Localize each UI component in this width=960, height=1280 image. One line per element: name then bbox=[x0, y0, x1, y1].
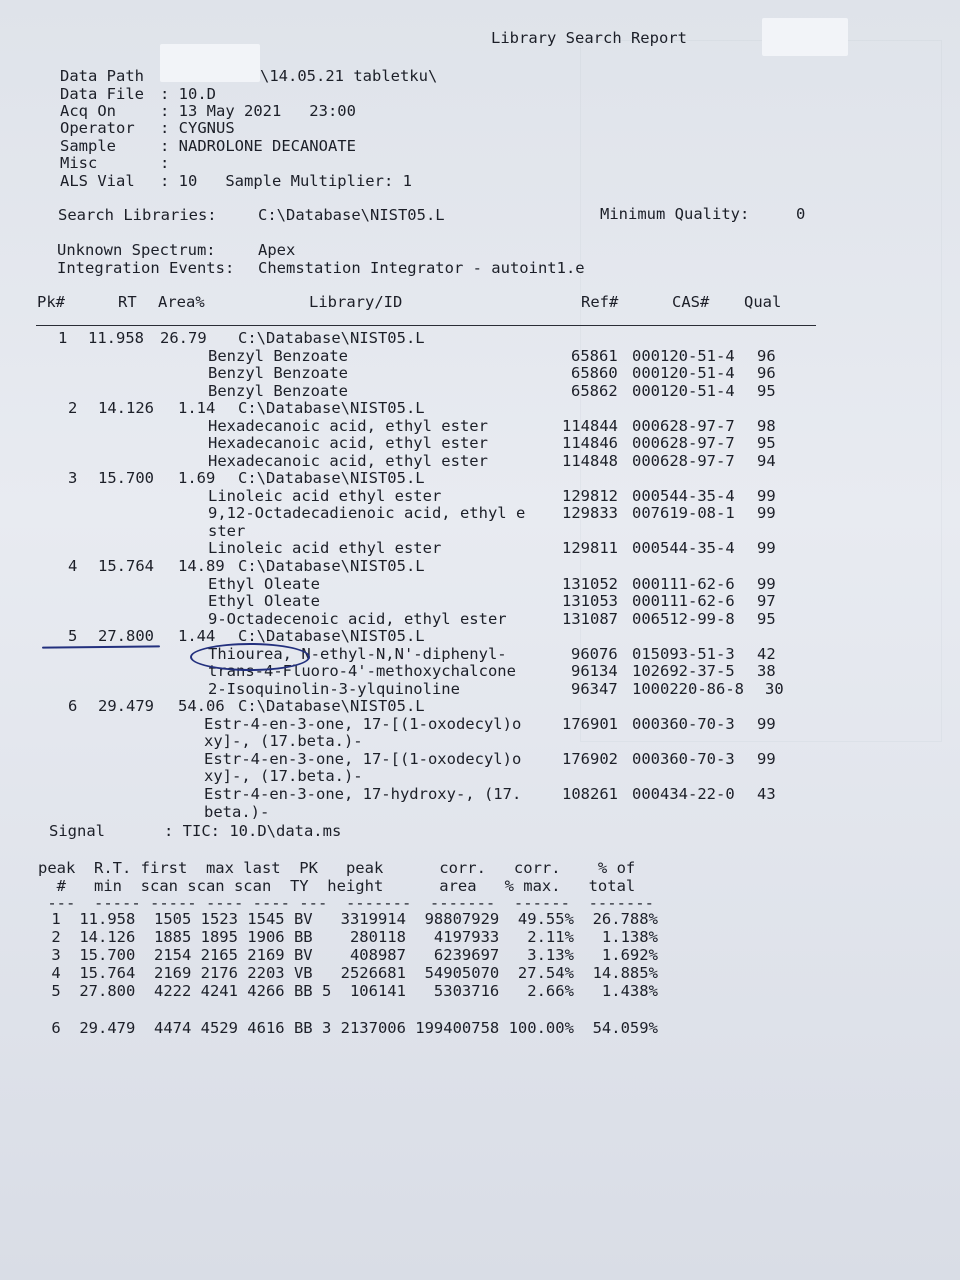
header-key: ALS Vial bbox=[60, 172, 135, 190]
integration-events-value: Chemstation Integrator - autoint1.e bbox=[258, 259, 585, 277]
hit-ref: 96134 bbox=[571, 662, 618, 681]
hit-qual: 96 bbox=[757, 346, 776, 365]
hit-ref: 129833 bbox=[562, 504, 618, 523]
hit-cas: 000434-22-0 bbox=[632, 785, 735, 803]
peak-number: 6 bbox=[68, 697, 78, 715]
hit-qual: 99 bbox=[757, 539, 776, 558]
integration-row: 3 15.700 2154 2165 2169 BV 408987 6239697 3.13% 1.692% bbox=[42, 946, 658, 964]
hit-id: Benzyl Benzoate bbox=[208, 346, 348, 365]
unknown-spectrum-value: Apex bbox=[258, 241, 296, 259]
header-value: : NADROLONE DECANOATE bbox=[160, 137, 356, 155]
hit-id: 2-Isoquinolin-3-ylquinoline bbox=[208, 679, 460, 698]
peak-area: 26.79 bbox=[160, 329, 207, 347]
header-value: : CYGNUS bbox=[160, 119, 235, 137]
hit-qual: 99 bbox=[757, 749, 776, 768]
peak-library: C:\Database\NIST05.L bbox=[238, 627, 425, 645]
hit-qual: 95 bbox=[757, 381, 776, 400]
hit-ref: 176902 bbox=[562, 749, 618, 768]
peak-area: 14.89 bbox=[178, 557, 225, 575]
hit-qual: 98 bbox=[757, 416, 776, 435]
hit-cas: 000120-51-4 bbox=[632, 364, 735, 383]
hit-ref: 131087 bbox=[562, 609, 618, 628]
hit-cas: 000111-62-6 bbox=[632, 574, 735, 593]
hit-ref: 131053 bbox=[562, 592, 618, 611]
hit-ref: 129811 bbox=[562, 539, 618, 558]
peak-library: C:\Database\NIST05.L bbox=[238, 469, 425, 487]
peak-area: 1.14 bbox=[178, 399, 216, 417]
hit-ref: 65861 bbox=[571, 346, 618, 365]
minimum-quality-value: 0 bbox=[796, 205, 806, 223]
hit-qual: 95 bbox=[757, 609, 776, 628]
hit-ref: 108261 bbox=[562, 785, 618, 803]
header-key: Data Path bbox=[60, 67, 144, 85]
hit-ref: 65862 bbox=[571, 381, 618, 400]
hit-cas: 000360-70-3 bbox=[632, 749, 735, 768]
peak-rt: 14.126 bbox=[98, 399, 154, 417]
hit-cas: 000544-35-4 bbox=[632, 539, 735, 558]
hit-cas: 000111-62-6 bbox=[632, 592, 735, 611]
peak-rt: 15.764 bbox=[98, 557, 154, 575]
hit-cas: 1000220-86-8 bbox=[632, 679, 744, 698]
hit-qual: 99 bbox=[757, 714, 776, 733]
hit-qual: 94 bbox=[757, 451, 776, 470]
header-value: : bbox=[160, 154, 170, 172]
hit-id: 9,12-Octadecadienoic acid, ethyl e bbox=[208, 504, 526, 523]
pen-underline bbox=[42, 645, 160, 648]
hit-qual: 97 bbox=[757, 592, 776, 611]
peak-library: C:\Database\NIST05.L bbox=[238, 557, 425, 575]
hit-qual: 99 bbox=[757, 574, 776, 593]
hit-id-continued: ster bbox=[208, 521, 246, 540]
integration-header-3: --- ----- ----- ---- ---- --- ------- ------- ------ ------- bbox=[38, 894, 654, 912]
peak-area: 1.69 bbox=[178, 469, 216, 487]
redaction-box bbox=[160, 44, 260, 82]
hit-cas: 000628-97-7 bbox=[632, 416, 735, 435]
hit-id: Benzyl Benzoate bbox=[208, 364, 348, 383]
hit-cas: 000628-97-7 bbox=[632, 434, 735, 453]
hit-qual: 99 bbox=[757, 504, 776, 523]
header-rule bbox=[36, 325, 816, 326]
hit-id-continued: xy]-, (17.beta.)- bbox=[204, 767, 363, 786]
search-libraries-label: Search Libraries: bbox=[58, 206, 217, 224]
peak-area: 1.44 bbox=[178, 627, 216, 645]
peak-rt: 29.479 bbox=[98, 697, 154, 715]
hit-id: Ethyl Oleate bbox=[208, 592, 320, 611]
search-libraries-value: C:\Database\NIST05.L bbox=[258, 206, 445, 224]
header-value: : 10 Sample Multiplier: 1 bbox=[160, 172, 412, 190]
header-value: : 13 May 2021 23:00 bbox=[160, 102, 356, 120]
signal-label: Signal bbox=[49, 822, 105, 840]
integration-row: 2 14.126 1885 1895 1906 BB 280118 4197933 2.11% 1.138% bbox=[42, 928, 658, 946]
hit-ref: 96347 bbox=[571, 679, 618, 698]
hit-id: Estr-4-en-3-one, 17-[(1-oxodecyl)o bbox=[204, 749, 522, 768]
hit-id: Hexadecanoic acid, ethyl ester bbox=[208, 451, 488, 470]
hit-ref: 114844 bbox=[562, 416, 618, 435]
hit-cas: 015093-51-3 bbox=[632, 644, 735, 663]
col-area: Area% bbox=[158, 293, 205, 311]
hit-id: trans-4-Fluoro-4'-methoxychalcone bbox=[208, 662, 516, 681]
header-value: : 10.D bbox=[160, 85, 216, 103]
header-key: Misc bbox=[60, 154, 98, 172]
hit-ref: 114846 bbox=[562, 434, 618, 453]
peak-number: 1 bbox=[58, 329, 68, 347]
hit-cas: 006512-99-8 bbox=[632, 609, 735, 628]
hit-id: Hexadecanoic acid, ethyl ester bbox=[208, 434, 488, 453]
hit-id-continued: xy]-, (17.beta.)- bbox=[204, 732, 363, 751]
hit-qual: 38 bbox=[757, 662, 776, 681]
header-value: \14.05.21 tabletku\ bbox=[260, 67, 438, 85]
col-pk: Pk# bbox=[37, 293, 65, 311]
peak-number: 2 bbox=[68, 399, 78, 417]
hit-ref: 129812 bbox=[562, 486, 618, 505]
hit-id: Hexadecanoic acid, ethyl ester bbox=[208, 416, 488, 435]
pen-circle bbox=[190, 643, 310, 671]
hit-id: 9-Octadecenoic acid, ethyl ester bbox=[208, 609, 507, 628]
hit-qual: 96 bbox=[757, 364, 776, 383]
hit-ref: 114848 bbox=[562, 451, 618, 470]
integration-header-2: # min scan scan scan TY height area % max. total bbox=[38, 877, 636, 895]
hit-qual: 95 bbox=[757, 434, 776, 453]
hit-id: Thiourea, N-ethyl-N,N'-diphenyl- bbox=[208, 644, 507, 663]
peak-library: C:\Database\NIST05.L bbox=[238, 697, 425, 715]
peak-number: 3 bbox=[68, 469, 78, 487]
peak-number: 5 bbox=[68, 627, 78, 645]
header-key: Operator bbox=[60, 119, 135, 137]
report-title: Library Search Report bbox=[491, 29, 687, 47]
header-key: Acq On bbox=[60, 102, 116, 120]
hit-id-continued: beta.)- bbox=[204, 802, 270, 821]
hit-cas: 007619-08-1 bbox=[632, 504, 735, 523]
peak-rt: 11.958 bbox=[88, 329, 144, 347]
hit-id: Linoleic acid ethyl ester bbox=[208, 486, 442, 505]
integration-header-1: peak R.T. first max last PK peak corr. corr. % of bbox=[38, 859, 636, 877]
col-cas: CAS# bbox=[672, 293, 710, 311]
peak-area: 54.06 bbox=[178, 697, 225, 715]
col-rt: RT bbox=[118, 293, 137, 311]
hit-ref: 176901 bbox=[562, 714, 618, 733]
redaction-box bbox=[762, 18, 848, 56]
col-ref: Ref# bbox=[581, 293, 619, 311]
peak-rt: 27.800 bbox=[98, 627, 154, 645]
hit-cas: 000120-51-4 bbox=[632, 346, 735, 365]
hit-id: Ethyl Oleate bbox=[208, 574, 320, 593]
hit-ref: 65860 bbox=[571, 364, 618, 383]
header-key: Data File bbox=[60, 85, 144, 103]
hit-cas: 000120-51-4 bbox=[632, 381, 735, 400]
col-qual: Qual bbox=[744, 293, 782, 311]
unknown-spectrum-label: Unknown Spectrum: bbox=[57, 241, 216, 259]
hit-cas: 000360-70-3 bbox=[632, 714, 735, 733]
hit-cas: 102692-37-5 bbox=[632, 662, 735, 681]
integration-events-label: Integration Events: bbox=[57, 259, 235, 277]
hit-id: Estr-4-en-3-one, 17-[(1-oxodecyl)o bbox=[204, 714, 522, 733]
signal-value: : TIC: 10.D\data.ms bbox=[164, 822, 342, 840]
integration-row: 1 11.958 1505 1523 1545 BV 3319914 98807929 49.55% 26.788% bbox=[42, 910, 658, 928]
peak-rt: 15.700 bbox=[98, 469, 154, 487]
hit-ref: 96076 bbox=[571, 644, 618, 663]
hit-qual: 99 bbox=[757, 486, 776, 505]
hit-id: Linoleic acid ethyl ester bbox=[208, 539, 442, 558]
hit-id: Benzyl Benzoate bbox=[208, 381, 348, 400]
hit-qual: 42 bbox=[757, 644, 776, 663]
hit-qual: 30 bbox=[765, 679, 784, 698]
header-key: Sample bbox=[60, 137, 116, 155]
col-library-id: Library/ID bbox=[309, 293, 403, 311]
peak-number: 4 bbox=[68, 557, 78, 575]
hit-cas: 000628-97-7 bbox=[632, 451, 735, 470]
integration-row: 6 29.479 4474 4529 4616 BB 3 2137006 199400758 100.00% 54.059% bbox=[42, 1019, 658, 1037]
hit-ref: 131052 bbox=[562, 574, 618, 593]
hit-cas: 000544-35-4 bbox=[632, 486, 735, 505]
hit-id: Estr-4-en-3-one, 17-hydroxy-, (17. bbox=[204, 785, 522, 803]
hit-qual: 43 bbox=[757, 785, 776, 803]
integration-row: 5 27.800 4222 4241 4266 BB 5 106141 5303716 2.66% 1.438% bbox=[42, 982, 658, 1000]
integration-row: 4 15.764 2169 2176 2203 VB 2526681 54905070 27.54% 14.885% bbox=[42, 964, 658, 982]
peak-library: C:\Database\NIST05.L bbox=[238, 399, 425, 417]
minimum-quality-label: Minimum Quality: bbox=[600, 205, 750, 223]
peak-library: C:\Database\NIST05.L bbox=[238, 329, 425, 347]
